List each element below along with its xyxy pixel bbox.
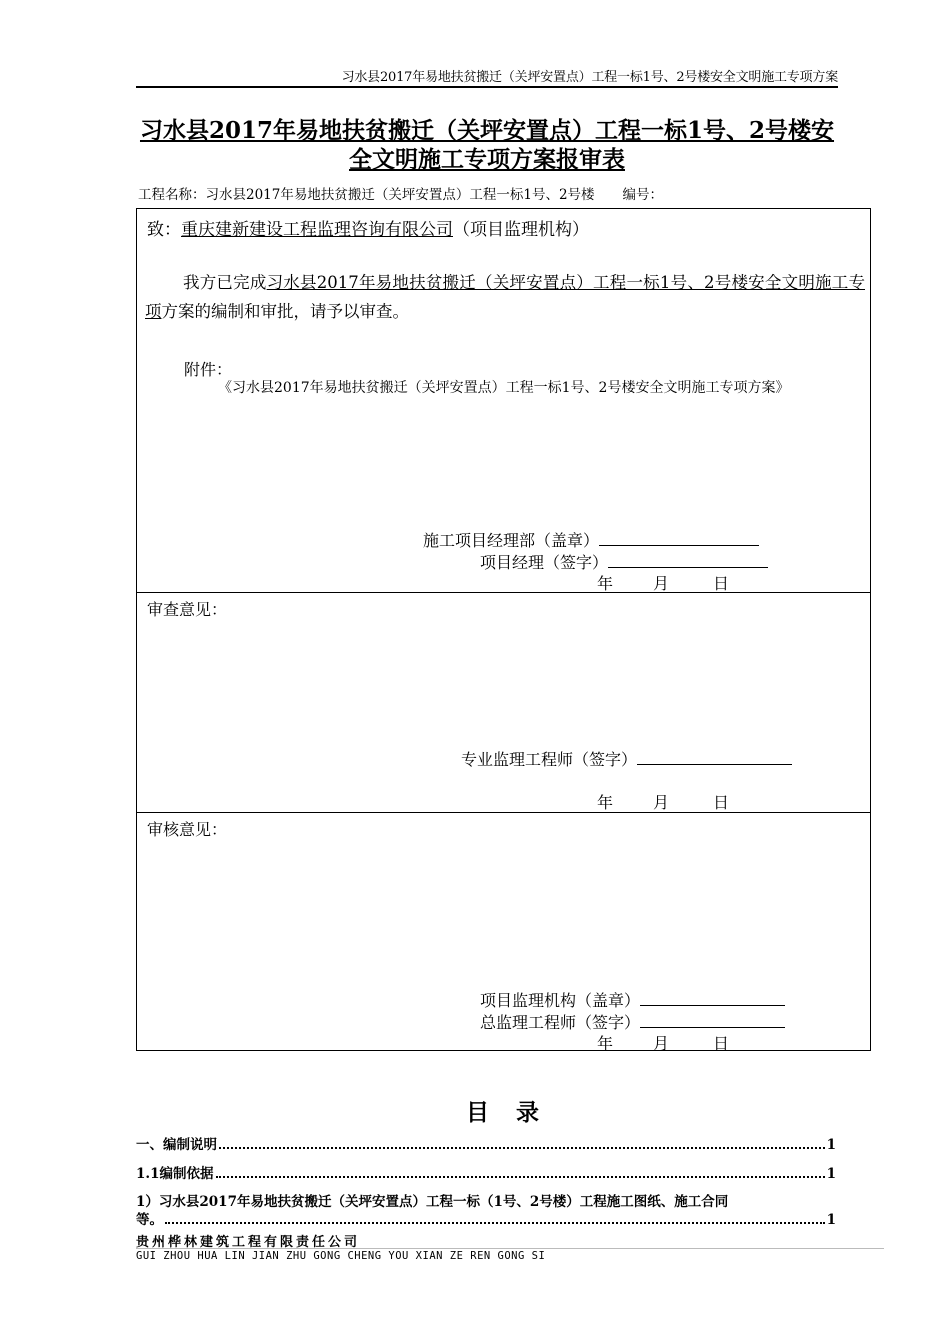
addressee-company: 重庆建新建设工程监理咨询有限公司 bbox=[181, 220, 453, 240]
footer-divider bbox=[136, 1248, 884, 1249]
document-title: 习水县2017年易地扶贫搬迁（关坪安置点）工程一标1号、2号楼安全文明施工专项方案报审表 bbox=[139, 117, 835, 173]
supervision-org-seal-line bbox=[480, 988, 785, 1011]
date-year: 年 bbox=[597, 574, 614, 593]
toc-leader-dots bbox=[216, 1176, 825, 1178]
addressee-line bbox=[147, 215, 589, 240]
section-divider-1 bbox=[136, 592, 871, 593]
chief-engineer-sign-line bbox=[480, 1010, 785, 1033]
supervision-org-seal-blank[interactable] bbox=[640, 991, 785, 1006]
toc-leader-dots bbox=[165, 1222, 825, 1224]
contractor-seal-blank[interactable] bbox=[599, 531, 759, 546]
submission-paragraph bbox=[145, 268, 865, 326]
audit-opinion-label: 审核意见： bbox=[147, 820, 228, 839]
chief-engineer-sign-blank[interactable] bbox=[640, 1013, 785, 1028]
toc-title: 目 录 bbox=[466, 1099, 541, 1126]
contractor-seal-line bbox=[423, 528, 759, 551]
running-header: 习水县2017年易地扶贫搬迁（关坪安置点）工程一标1号、2号楼安全文明施工专项方案 bbox=[341, 70, 838, 85]
toc-entry-text: 1.1编制依据 bbox=[136, 1166, 214, 1182]
supervisor-engineer-sign-blank[interactable] bbox=[637, 750, 792, 765]
toc-entry-page: 1 bbox=[826, 1212, 836, 1228]
project-manager-sign-blank[interactable] bbox=[608, 553, 768, 568]
addressee-prefix: 致： bbox=[147, 220, 181, 240]
addressee-suffix: （项目监理机构） bbox=[453, 220, 589, 240]
project-manager-sign-label: 项目经理（签字） bbox=[480, 553, 609, 572]
para-prefix: 我方已完成 bbox=[183, 273, 267, 292]
project-name-label: 工程名称：习水县2017年易地扶贫搬迁（关坪安置点）工程一标1号、2号楼 bbox=[138, 187, 595, 203]
toc-entry-line1[interactable]: 1）习水县2017年易地扶贫搬迁（关坪安置点）工程一标（1号、2号楼）工程施工图纸、施工合同 bbox=[136, 1194, 729, 1210]
toc-leader-dots bbox=[219, 1147, 825, 1149]
project-name-line bbox=[138, 183, 663, 203]
para-suffix: 方案的编制和审批，请予以审查。 bbox=[161, 302, 409, 321]
date-line-2 bbox=[597, 790, 729, 813]
review-opinion-label: 审查意见： bbox=[147, 600, 228, 619]
date-day: 日 bbox=[713, 793, 730, 812]
date-day: 日 bbox=[713, 574, 730, 593]
toc-entry-page: 1 bbox=[826, 1137, 836, 1153]
header-divider bbox=[136, 86, 838, 88]
supervision-org-seal-label: 项目监理机构（盖章） bbox=[480, 991, 641, 1010]
attachment-label: 附件： bbox=[184, 360, 233, 379]
supervisor-engineer-sign-label: 专业监理工程师（签字） bbox=[461, 750, 638, 769]
date-month: 月 bbox=[653, 793, 670, 812]
date-month: 月 bbox=[653, 1034, 670, 1053]
date-year: 年 bbox=[597, 1034, 614, 1053]
toc-entry[interactable] bbox=[136, 1162, 836, 1182]
para-scheme-name: 习水县2017年易地扶贫搬迁（关坪安置点）工程一标1号、2号楼安全文明施工专项 bbox=[145, 273, 865, 321]
section-divider-2 bbox=[136, 812, 871, 813]
toc-entry-page: 1 bbox=[826, 1166, 836, 1182]
toc-entry-text: 等。 bbox=[136, 1212, 163, 1228]
date-line-1 bbox=[597, 571, 729, 594]
date-month: 月 bbox=[653, 574, 670, 593]
toc-entry-text: 一、编制说明 bbox=[136, 1137, 217, 1153]
review-form-table bbox=[136, 208, 871, 1051]
date-day: 日 bbox=[713, 1034, 730, 1053]
attachment-document: 《习水县2017年易地扶贫搬迁（关坪安置点）工程一标1号、2号楼安全文明施工专项方案》 bbox=[218, 380, 790, 396]
toc-entry[interactable] bbox=[136, 1208, 836, 1228]
date-line-3 bbox=[597, 1031, 729, 1054]
contractor-seal-label: 施工项目经理部（盖章） bbox=[423, 531, 600, 550]
project-manager-sign-line bbox=[480, 550, 768, 573]
number-label: 编号： bbox=[622, 187, 664, 203]
footer-company-pinyin: GUI ZHOU HUA LIN JIAN ZHU GONG CHENG YOU XIAN ZE REN GONG SI bbox=[136, 1250, 546, 1262]
supervisor-engineer-sign-line bbox=[461, 747, 792, 770]
date-year: 年 bbox=[597, 793, 614, 812]
footer-company-name: 贵州桦林建筑工程有限责任公司 bbox=[136, 1235, 361, 1250]
chief-engineer-sign-label: 总监理工程师（签字） bbox=[480, 1013, 641, 1032]
toc-entry[interactable] bbox=[136, 1133, 836, 1153]
